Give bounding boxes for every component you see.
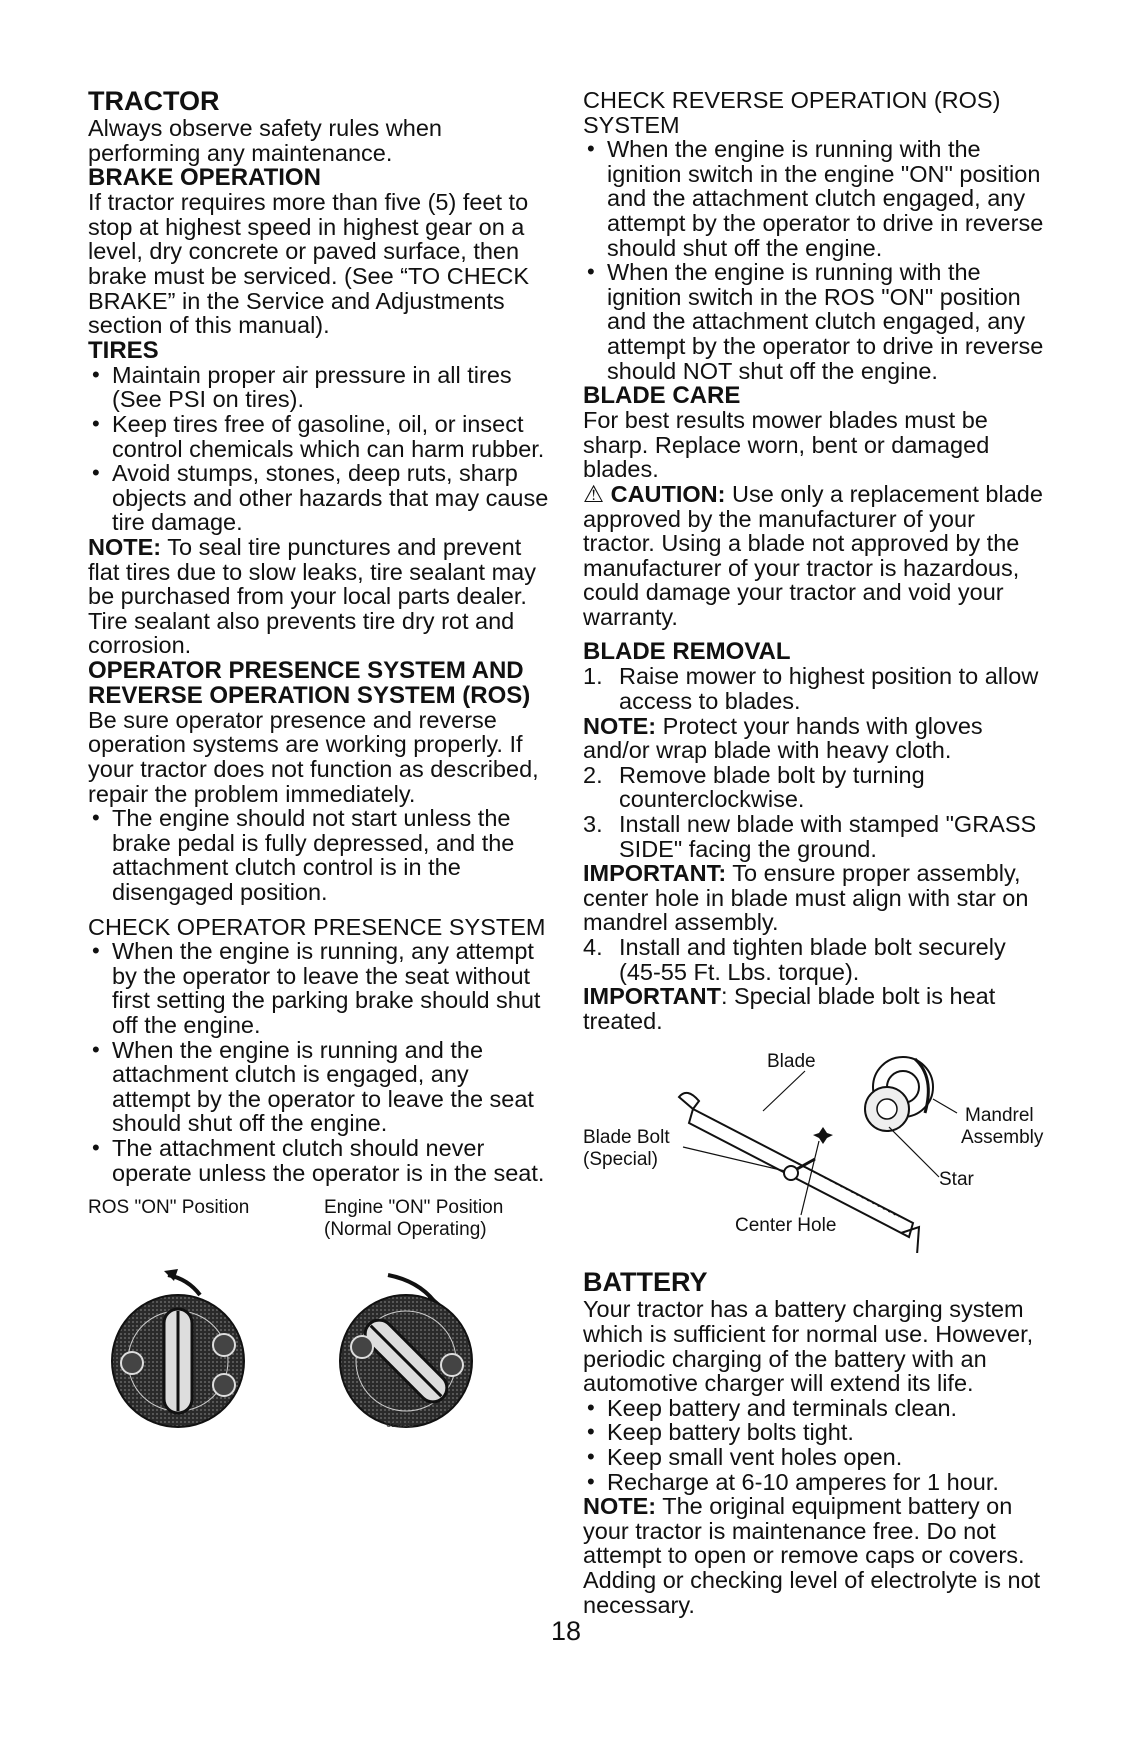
blade-removal-steps-2 (583, 763, 1053, 861)
caution-label: CAUTION: (610, 480, 726, 507)
battery-text: Your tractor has a battery charging system which is sufficient for normal use. However, periodic charging of the battery with an automotive charger will extend its life. (583, 1296, 1034, 1397)
tractor-intro: Always observe safety rules when performing any maintenance. (88, 115, 442, 166)
note-label: NOTE: (88, 533, 162, 560)
blade-removal-steps (583, 664, 1053, 713)
list-item: • Recharge at 6-10 amperes for 1 hour. (583, 1470, 1053, 1495)
blade-removal-steps-3 (583, 935, 1053, 984)
blade-bolt-special-label: (Special) (583, 1149, 658, 1171)
ignition-switch-illustration (88, 1261, 508, 1431)
battery-note (583, 1494, 1053, 1617)
note-text: The original equipment battery on your tractor is maintenance free. Do not attempt to open or remove caps or covers. Adding or checking level of electrolyte is not necessary. (583, 1493, 1041, 1618)
ros-on-dial-icon (112, 1269, 244, 1427)
blade-removal-important-2 (583, 984, 1053, 1033)
brake-operation-heading: BRAKE OPERATION (88, 164, 321, 192)
ops-heading: OPERATOR PRESENCE SYSTEM AND REVERSE OPERATION SYSTEM (ROS) (88, 656, 531, 709)
step-number: 4. (583, 934, 603, 960)
check-ros-list (583, 137, 1053, 383)
tires-heading: TIRES (88, 336, 159, 364)
note-label: NOTE: (583, 1493, 657, 1520)
ignition-dials-figure (88, 1261, 550, 1431)
engine-on-sublabel: (Normal Operating) (324, 1219, 487, 1241)
step-number: 3. (583, 811, 603, 838)
section-title-tractor: TRACTOR (88, 86, 220, 116)
step-number: 2. (583, 761, 603, 788)
list-item (583, 664, 1053, 713)
star-label: Star (939, 1169, 974, 1191)
list-item: • When the engine is running with the ignition switch in the ROS "ON" position and the attachment clutch engaged, any attempt by the operator to drive in reverse should NOT shut off the engine. (583, 260, 1053, 383)
brake-operation-text: If tractor requires more than five (5) feet to stop at highest speed in highest gear on a level, dry concrete or paved surface, then brake must be serviced. (See “TO CHECK BRAKE” in the Service and Adjustments section of this manual). (88, 189, 529, 339)
ops-text: Be sure operator presence and reverse operation systems are working properly. If your tractor does not function as described, repair the problem immediately. (88, 706, 539, 807)
blade-care-heading: BLADE CARE (583, 382, 741, 410)
blade-care-text: For best results mower blades must be sharp. Replace worn, bent or damaged blades. (583, 407, 990, 483)
blade-removal-important-1 (583, 861, 1053, 935)
list-item: • When the engine is running with the ignition switch in the engine "ON" position and the attachment clutch engaged, any attempt by the operator to drive in reverse should shut off the engine. (583, 137, 1053, 260)
blade-assembly-diagram (583, 1037, 1053, 1253)
list-item: • Maintain proper air pressure in all tires (See PSI on tires). (88, 363, 550, 412)
important-text: : Special blade bolt is heat treated. (583, 983, 996, 1034)
right-column (583, 80, 1053, 1617)
engine-on-label (324, 1197, 503, 1241)
part-number: 02825 (386, 1419, 414, 1431)
important-label: IMPORTANT (583, 983, 721, 1010)
list-item: • The attachment clutch should never operate unless the operator is in the seat. (88, 1136, 550, 1185)
important-label: IMPORTANT: (583, 860, 727, 887)
assembly-label: Assembly (961, 1127, 1044, 1149)
ops-list (88, 806, 550, 904)
warning-triangle-icon: ⚠ (583, 480, 611, 507)
step-text: Install new blade with stamped "GRASS SIDE" facing the ground. (619, 811, 1037, 862)
step-text: Raise mower to highest position to allow access to blades. (619, 663, 1039, 715)
star-icon (813, 1127, 833, 1144)
note-label: NOTE: (583, 712, 657, 739)
blade-removal-heading: BLADE REMOVAL (583, 638, 791, 666)
blade-care-caution (583, 482, 1053, 630)
check-ros-heading: CHECK REVERSE OPERATION (ROS) SYSTEM (583, 87, 1001, 138)
list-item: • Keep tires free of gasoline, oil, or insect control chemicals which can harm rubber. (88, 412, 550, 461)
list-item: • The engine should not start unless the brake pedal is fully depressed, and the attachment clutch control is in the disengaged position. (88, 806, 550, 904)
page-number: 18 (551, 1616, 582, 1646)
list-item: • When the engine is running and the attachment clutch is engaged, any attempt by the operator to leave the seat should shut off the engine. (88, 1038, 550, 1136)
caution-text: Use only a replacement blade approved by the manufacturer of your tractor. Using a blade not approved by the manufacturer of your tractor is hazardous, could damage your tractor and void your warranty. (583, 480, 1043, 630)
engine-on-dial-icon (340, 1275, 472, 1427)
center-hole-label: Center Hole (735, 1215, 837, 1237)
note-text: Protect your hands with gloves and/or wrap blade with heavy cloth. (583, 712, 983, 764)
dial-labels (88, 1197, 550, 1261)
step-text: Remove blade bolt by turning counterclockwise. (619, 761, 925, 813)
ros-on-label: ROS "ON" Position (88, 1197, 250, 1219)
list-item: • Keep battery and terminals clean. (583, 1396, 1053, 1421)
step-number: 1. (583, 663, 603, 690)
tires-list (88, 363, 550, 535)
list-item: • Keep small vent holes open. (583, 1445, 1053, 1470)
blade-bolt-label: Blade Bolt (583, 1127, 670, 1149)
blade-removal-note (583, 714, 1053, 763)
important-text: To ensure proper assembly, center hole in blade must align with star on mandrel assembly. (583, 860, 1029, 936)
engine-on-label-text: Engine "ON" Position (324, 1197, 504, 1219)
left-column (88, 80, 550, 1431)
step-text: Install and tighten blade bolt securely (45-55 Ft. Lbs. torque). (619, 934, 1006, 985)
check-ops-list (88, 939, 550, 1185)
list-item (583, 812, 1053, 861)
tires-note (88, 535, 550, 658)
list-item: • When the engine is running, any attempt by the operator to leave the seat without first setting the parking brake should shut off the engine. (88, 939, 550, 1037)
note-text: To seal tire punctures and prevent flat tires due to slow leaks, tire sealant may be purchased from your local parts dealer. Tire sealant also prevents tire dry rot and corrosion. (88, 533, 537, 659)
list-item: • Keep battery bolts tight. (583, 1420, 1053, 1445)
mandrel-icon (865, 1057, 933, 1131)
battery-list (583, 1396, 1053, 1494)
battery-heading: BATTERY (583, 1267, 708, 1298)
list-item: • Avoid stumps, stones, deep ruts, sharp objects and other hazards that may cause tire damage. (88, 461, 550, 535)
blade-label: Blade (767, 1051, 816, 1073)
mandrel-label: Mandrel (965, 1105, 1034, 1127)
check-ops-heading: CHECK OPERATOR PRESENCE SYSTEM (88, 913, 546, 940)
list-item (583, 935, 1053, 984)
list-item (583, 763, 1053, 812)
